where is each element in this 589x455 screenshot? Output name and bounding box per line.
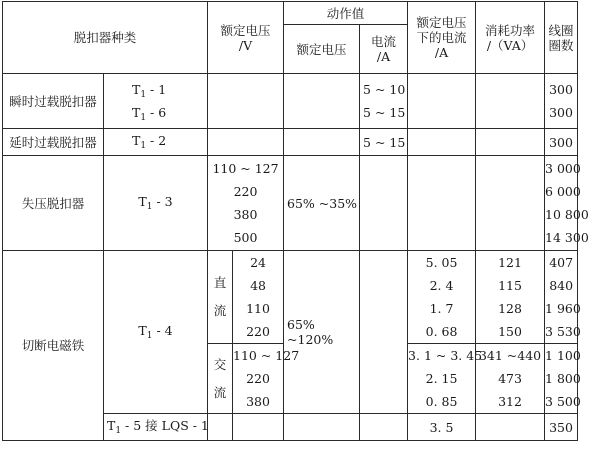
turns-dc bbox=[545, 251, 581, 344]
model-suffix: - 6 bbox=[146, 105, 167, 120]
voltage-dc-4: 220 bbox=[246, 324, 270, 339]
model-suffix: - 3 bbox=[152, 193, 173, 209]
header-action-current-text: 电流 /A bbox=[371, 34, 397, 65]
model-delay-text bbox=[107, 133, 207, 152]
current-ac-3: 0. 85 bbox=[425, 394, 458, 409]
header-type bbox=[3, 2, 208, 74]
turns-delay-cell bbox=[545, 129, 578, 156]
current-dc-3: 1. 7 bbox=[429, 301, 454, 316]
model-shunt-text bbox=[104, 323, 207, 342]
model-t1-5 bbox=[104, 414, 208, 441]
turns-ac bbox=[545, 344, 581, 414]
turns-ac-3: 3 500 bbox=[545, 394, 581, 409]
power-ac-1: 341 ~440 bbox=[478, 348, 542, 363]
voltage-ac bbox=[233, 344, 300, 414]
rated-current-dc bbox=[408, 251, 476, 344]
turns-dc-2: 840 bbox=[549, 278, 574, 293]
model-instant bbox=[104, 74, 208, 129]
turns-instant bbox=[545, 74, 578, 129]
header-row-1 bbox=[3, 2, 578, 25]
current-dc-2: 2. 4 bbox=[429, 278, 454, 293]
spec-table-container bbox=[2, 1, 589, 441]
voltage-dc-3: 110 bbox=[246, 301, 270, 316]
current-instant-2: 5 ~ 15 bbox=[363, 105, 406, 120]
header-type-text: 脱扣器种类 bbox=[73, 30, 137, 45]
model-sub: 1 bbox=[115, 425, 122, 436]
power-dc-3: 128 bbox=[498, 301, 522, 316]
turns-ac-2: 1 800 bbox=[545, 371, 581, 386]
voltage-ac-1: 110 ~ 127 bbox=[233, 348, 300, 363]
type-undervoltage bbox=[3, 156, 104, 251]
voltage-t1-5-b bbox=[233, 414, 284, 441]
turns-undervoltage bbox=[545, 156, 589, 251]
model-undervoltage bbox=[104, 156, 208, 251]
row-instant-overload bbox=[3, 74, 578, 129]
turns-uv-4: 14 300 bbox=[545, 230, 589, 245]
turns-uv-2: 6 000 bbox=[545, 184, 581, 199]
turns-uv-3: 10 800 bbox=[545, 207, 589, 222]
action-current-delay bbox=[360, 129, 408, 156]
trip-unit-spec-table bbox=[2, 1, 589, 441]
power-dc-4: 150 bbox=[498, 324, 522, 339]
model-instant-1 bbox=[132, 78, 207, 101]
header-current-at-rated-text: 额定电压 下的电流 /A bbox=[416, 15, 467, 60]
turns-dc-1: 407 bbox=[549, 255, 574, 270]
model-suffix: - 1 bbox=[146, 82, 167, 97]
type-instant-text: 瞬时过载脱扣器 bbox=[9, 93, 97, 109]
action-current-shunt bbox=[360, 251, 408, 414]
voltage-uv-4: 500 bbox=[233, 230, 258, 245]
header-rated-voltage bbox=[208, 2, 284, 74]
action-voltage-instant bbox=[284, 74, 360, 129]
power-dc bbox=[476, 251, 545, 344]
action-voltage-shunt bbox=[284, 251, 360, 414]
header-action-voltage bbox=[284, 25, 360, 74]
turns-dc-3: 1 960 bbox=[545, 301, 581, 316]
model-delay bbox=[104, 129, 208, 156]
model-sub: 1 bbox=[140, 113, 147, 123]
model-prefix: T bbox=[138, 193, 147, 209]
model-shunt bbox=[104, 251, 208, 414]
voltage-undervoltage bbox=[208, 156, 284, 251]
model-prefix: T bbox=[107, 417, 116, 433]
voltage-instant bbox=[208, 74, 284, 129]
action-voltage-t1-5 bbox=[284, 414, 360, 441]
header-action-value-text: 动作值 bbox=[326, 5, 365, 21]
action-current-t1-5 bbox=[360, 414, 408, 441]
type-delay bbox=[3, 129, 104, 156]
power-undervoltage bbox=[476, 156, 545, 251]
turns-instant-2: 300 bbox=[549, 105, 573, 120]
power-ac bbox=[476, 344, 545, 414]
rated-current-ac bbox=[408, 344, 483, 414]
power-instant bbox=[476, 74, 545, 129]
header-power-text: 消耗功率 /（VA） bbox=[485, 22, 536, 53]
power-delay bbox=[476, 129, 545, 156]
model-sub: 1 bbox=[146, 330, 153, 341]
model-sub: 1 bbox=[140, 90, 147, 100]
voltage-ac-3: 380 bbox=[246, 394, 270, 409]
voltage-dc-1: 24 bbox=[250, 255, 266, 270]
power-ac-2: 473 bbox=[498, 371, 522, 386]
current-ac-2: 2. 15 bbox=[425, 371, 458, 386]
power-t1-5 bbox=[476, 414, 545, 441]
model-prefix: T bbox=[132, 105, 141, 120]
row-undervoltage bbox=[3, 156, 578, 251]
action-voltage-undervoltage bbox=[284, 156, 360, 251]
dc-label: 直流 bbox=[213, 275, 227, 318]
current-delay: 5 ~ 15 bbox=[363, 134, 406, 150]
type-shunt-text: 切断电磁铁 bbox=[21, 338, 85, 353]
model-sub: 1 bbox=[140, 140, 147, 151]
dc-label-cell bbox=[208, 251, 233, 344]
header-action-value bbox=[284, 2, 408, 25]
row-delayed-overload bbox=[3, 129, 578, 156]
model-suffix: - 4 bbox=[152, 322, 173, 338]
model-prefix: T bbox=[132, 132, 141, 148]
header-power bbox=[476, 2, 545, 74]
power-ac-3: 312 bbox=[498, 394, 522, 409]
model-prefix: T bbox=[138, 322, 147, 338]
turns-dc-4: 3 530 bbox=[545, 324, 581, 339]
action-voltage-sh: 65% ~120% bbox=[287, 317, 334, 347]
current-dc-1: 5. 05 bbox=[425, 255, 458, 270]
model-t1-5-text bbox=[107, 418, 207, 437]
voltage-uv-3: 380 bbox=[233, 207, 258, 222]
rated-current-undervoltage bbox=[408, 156, 476, 251]
header-rated-voltage-text: 额定电压 /V bbox=[220, 22, 271, 53]
turns-uv-1: 3 000 bbox=[545, 161, 581, 176]
voltage-dc bbox=[233, 251, 284, 344]
model-prefix: T bbox=[132, 82, 141, 97]
action-voltage-delay bbox=[284, 129, 360, 156]
voltage-dc-2: 48 bbox=[250, 278, 266, 293]
type-undervoltage-text: 失压脱扣器 bbox=[21, 195, 85, 211]
current-ac-1: 3. 1 ~ 3. 45 bbox=[408, 348, 483, 363]
rated-current-t1-5 bbox=[408, 414, 476, 441]
current-dc-4: 0. 68 bbox=[425, 324, 458, 339]
header-current-at-rated bbox=[408, 2, 476, 74]
ac-label: 交流 bbox=[213, 356, 227, 400]
model-suffix: - 5 接 LQS - 1 bbox=[121, 417, 209, 433]
rated-current-instant bbox=[408, 74, 476, 129]
model-instant-2 bbox=[132, 101, 207, 124]
action-current-instant bbox=[360, 74, 408, 129]
type-shunt bbox=[3, 251, 104, 441]
header-coil-turns bbox=[545, 2, 578, 74]
turns-delay: 300 bbox=[549, 134, 573, 150]
turns-t1-5: 350 bbox=[549, 419, 573, 435]
power-dc-1: 121 bbox=[498, 255, 522, 270]
model-sub: 1 bbox=[146, 201, 153, 212]
type-instant bbox=[3, 74, 104, 129]
model-suffix: - 2 bbox=[146, 132, 167, 148]
row-shunt-dc bbox=[3, 251, 578, 344]
header-action-current bbox=[360, 25, 408, 74]
current-instant-1: 5 ~ 10 bbox=[363, 82, 406, 97]
action-voltage-uv: 65% ~35% bbox=[287, 195, 358, 211]
rated-current-delay bbox=[408, 129, 476, 156]
voltage-ac-2: 220 bbox=[246, 371, 270, 386]
action-current-undervoltage bbox=[360, 156, 408, 251]
voltage-uv-2: 220 bbox=[233, 184, 258, 199]
power-dc-2: 115 bbox=[498, 278, 522, 293]
turns-instant-1: 300 bbox=[549, 82, 573, 97]
voltage-delay bbox=[208, 129, 284, 156]
header-coil-turns-text: 线圈 圈数 bbox=[548, 22, 574, 53]
voltage-t1-5-a bbox=[208, 414, 233, 441]
model-undervoltage-text bbox=[104, 194, 207, 213]
turns-ac-1: 1 100 bbox=[545, 348, 581, 363]
turns-t1-5-cell bbox=[545, 414, 578, 441]
current-t1-5: 3. 5 bbox=[429, 419, 454, 435]
header-action-voltage-text: 额定电压 bbox=[296, 41, 347, 57]
type-delay-text: 延时过载脱扣器 bbox=[9, 134, 97, 150]
ac-label-cell bbox=[208, 344, 233, 414]
voltage-uv-1: 110 ~ 127 bbox=[212, 161, 279, 176]
